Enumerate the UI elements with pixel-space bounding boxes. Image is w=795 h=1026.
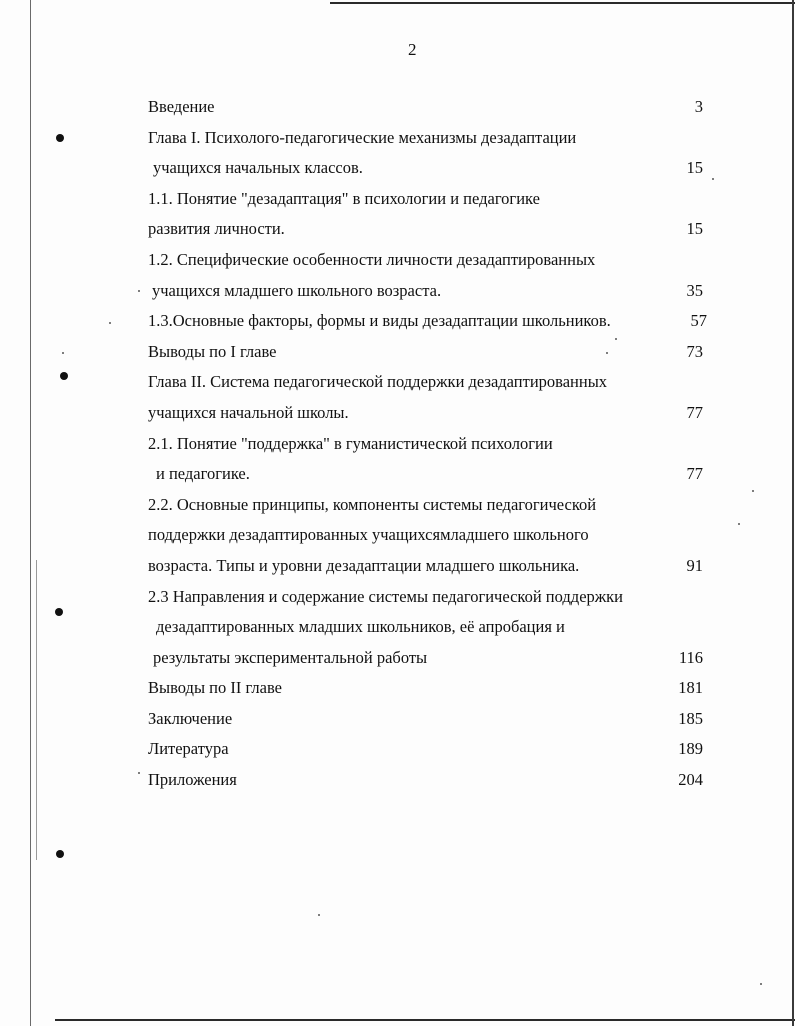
toc-entry-title: дезадаптированных младших школьников, её апробация и bbox=[156, 617, 565, 637]
table-of-contents bbox=[0, 92, 795, 796]
toc-entry-title: Глава I. Психолого-педагогические механизмы дезадаптации bbox=[148, 127, 577, 147]
toc-entry-title: Выводы по I главе bbox=[148, 341, 277, 361]
toc-entry bbox=[0, 153, 795, 184]
toc-entry-page: 3 bbox=[694, 97, 703, 116]
toc-entry-title: учащихся начальной школы. bbox=[148, 402, 349, 422]
toc-entry-page: 35 bbox=[686, 280, 703, 300]
toc-entry-title: Приложения bbox=[148, 770, 237, 790]
toc-entry-title: 2.1. Понятие "поддержка" в гуманистической психологии bbox=[148, 433, 553, 453]
toc-entry-page: 15 bbox=[686, 158, 703, 178]
toc-entry-title: Заключение bbox=[148, 708, 233, 728]
toc-entry-title: учащихся младшего школьного возраста. bbox=[152, 280, 442, 300]
toc-entry-title: результаты экспериментальной работы bbox=[153, 647, 428, 667]
toc-entry-title: поддержки дезадаптированных учащихсямладшего школьного bbox=[148, 525, 589, 545]
toc-entry bbox=[0, 704, 795, 735]
toc-entry-title: возраста. Типы и уровни дезадаптации младшего школьника. bbox=[148, 555, 580, 575]
toc-entry-title: развития личности. bbox=[148, 219, 285, 239]
toc-entry-page: 91 bbox=[686, 555, 703, 575]
toc-entry bbox=[0, 123, 795, 154]
toc-entry-title: 1.2. Специфические особенности личности дезадаптированных bbox=[148, 249, 596, 269]
toc-entry bbox=[0, 245, 795, 276]
toc-entry bbox=[0, 643, 795, 674]
toc-entry bbox=[0, 276, 795, 307]
scan-edge-top bbox=[330, 2, 795, 4]
toc-entry bbox=[0, 92, 795, 123]
toc-entry-page: 189 bbox=[678, 739, 703, 759]
toc-entry-page: 77 bbox=[686, 464, 703, 484]
toc-entry bbox=[0, 520, 795, 551]
page-number: 2 bbox=[408, 40, 417, 59]
toc-entry-page: 77 bbox=[686, 402, 703, 422]
toc-entry bbox=[0, 398, 795, 429]
toc-entry-title: Литература bbox=[148, 739, 229, 759]
toc-entry-page: 57 bbox=[690, 311, 707, 331]
scan-edge-bottom bbox=[55, 1019, 795, 1021]
toc-entry bbox=[0, 673, 795, 704]
toc-entry bbox=[0, 184, 795, 215]
toc-entry bbox=[0, 490, 795, 521]
toc-entry-title: 2.2. Основные принципы, компоненты системы педагогической bbox=[148, 494, 597, 514]
toc-entry-page: 204 bbox=[678, 770, 703, 790]
toc-entry-page: 73 bbox=[686, 341, 703, 361]
toc-entry bbox=[0, 734, 795, 765]
toc-entry-title: и педагогике. bbox=[156, 464, 250, 484]
toc-entry bbox=[0, 612, 795, 643]
toc-entry bbox=[0, 765, 795, 796]
toc-entry-page: 181 bbox=[678, 678, 703, 698]
toc-entry bbox=[0, 429, 795, 460]
toc-entry-page: 185 bbox=[678, 708, 703, 728]
toc-entry-title: Введение bbox=[148, 97, 215, 116]
toc-entry bbox=[0, 337, 795, 368]
toc-entry bbox=[0, 367, 795, 398]
scan-speck bbox=[318, 914, 320, 916]
toc-entry-title: учащихся начальных классов. bbox=[153, 158, 363, 178]
toc-entry-title: Глава II. Система педагогической поддержки дезадаптированных bbox=[148, 372, 608, 392]
scan-speck bbox=[760, 983, 762, 985]
toc-entry bbox=[0, 306, 795, 337]
toc-entry-title: 1.3.Основные факторы, формы и виды дезадаптации школьников. bbox=[148, 311, 611, 331]
toc-entry bbox=[0, 214, 795, 245]
toc-entry-page: 15 bbox=[686, 219, 703, 239]
toc-entry-page: 116 bbox=[678, 647, 703, 667]
toc-entry-title: Выводы по II главе bbox=[148, 678, 282, 698]
toc-entry bbox=[0, 459, 795, 490]
toc-entry-title: 1.1. Понятие "дезадаптация" в психологии и педагогике bbox=[148, 188, 540, 208]
punch-hole-mark bbox=[56, 850, 64, 858]
toc-entry bbox=[0, 551, 795, 582]
toc-entry bbox=[0, 582, 795, 613]
toc-entry-title: 2.3 Направления и содержание системы педагогической поддержки bbox=[148, 586, 624, 606]
